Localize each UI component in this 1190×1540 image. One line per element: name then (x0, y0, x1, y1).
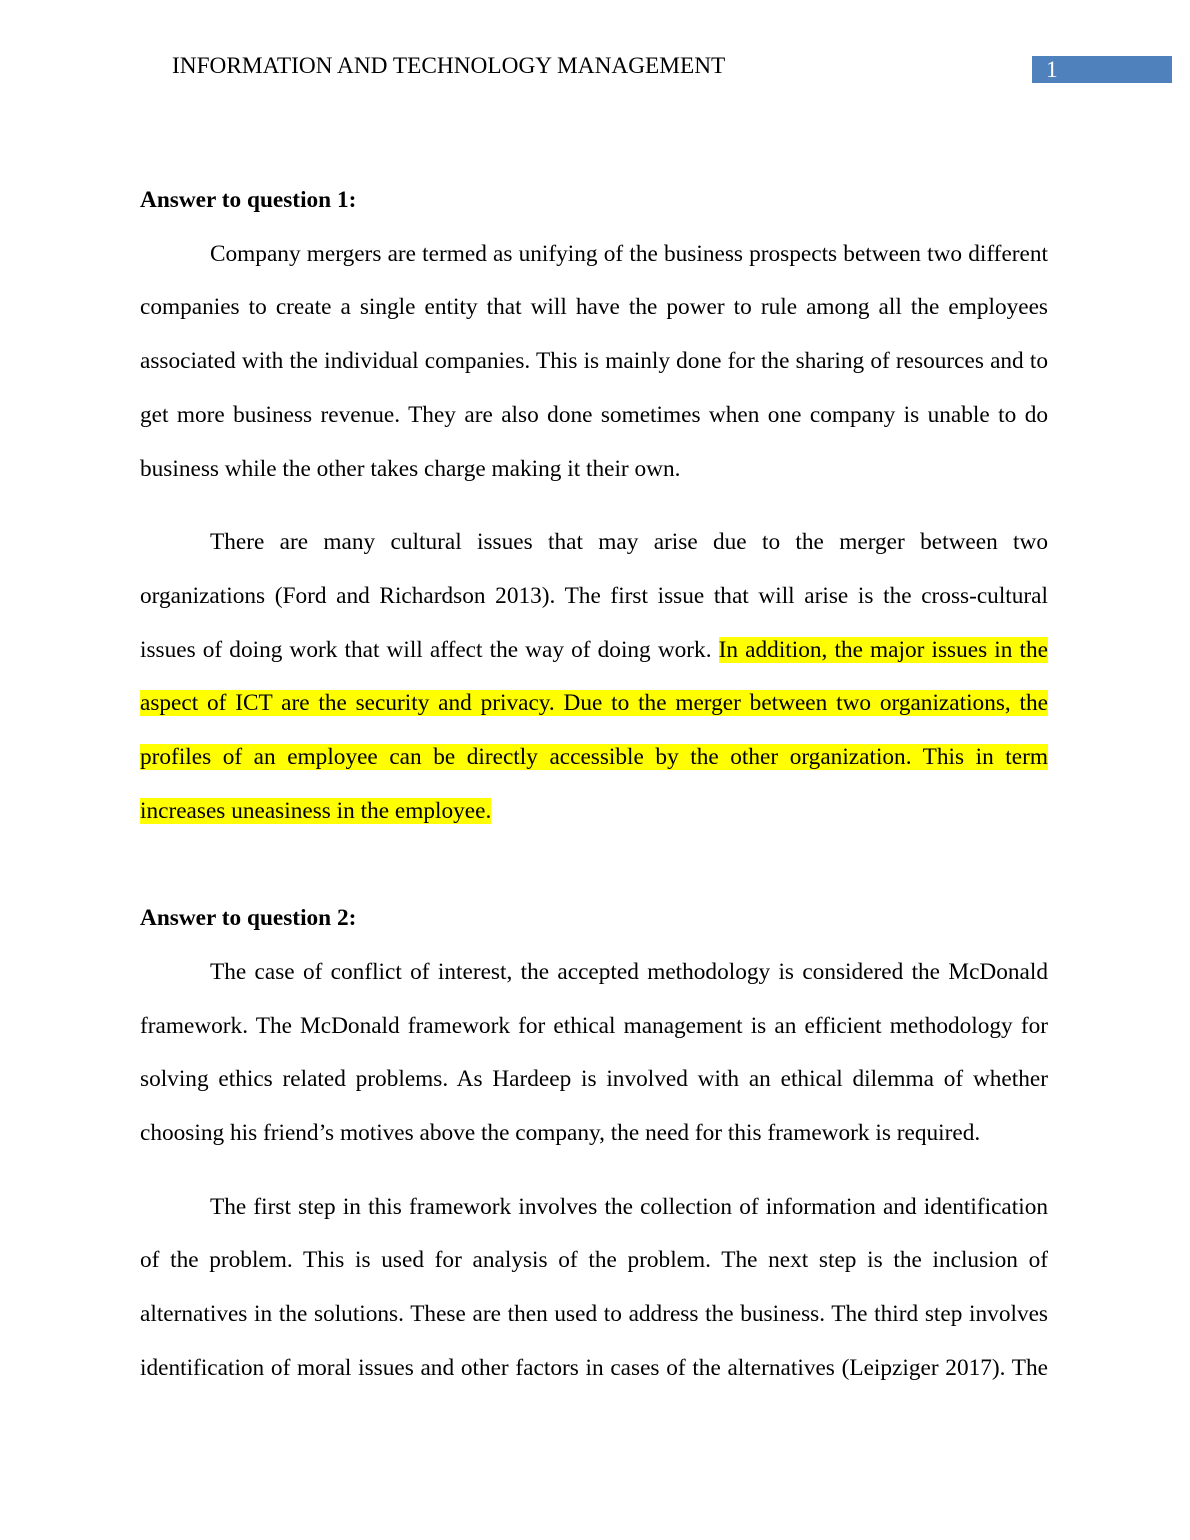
page-number: 1 (1046, 57, 1058, 83)
section-heading-q1: Answer to question 1: (140, 187, 357, 213)
highlighted-text: In addition, the major issues in the aspect of ICT are the security and privacy. Due to the merger between two organizations, the profiles of an employee can be directly accessible by the other organization. This in term increases uneasiness in the employee. (140, 636, 1048, 824)
paragraph: Company mergers are termed as unifying of the business prospects between two different companies to create a single entity that will have the power to rule among all the employees associated with the individual companies. This is mainly done for the sharing of resources and to get more business revenue. They are also done sometimes when one company is unable to do business while the other takes charge making it their own. (140, 240, 1048, 482)
blank-line (140, 838, 1048, 892)
paragraph: The first step in this framework involves the collection of information and identification of the problem. This is used for analysis of the problem. The next step is the inclusion of alternatives in the solutions. These are then used to address the business. The third step involves identification of moral issues and other factors in cases of the alternatives (Leipziger 2017). The (140, 1193, 1048, 1381)
running-header: INFORMATION AND TECHNOLOGY MANAGEMENT (172, 53, 726, 79)
document-body (140, 174, 1048, 1415)
paragraph (140, 516, 1048, 838)
page-number-box (1032, 56, 1172, 83)
paragraph: The case of conflict of interest, the accepted methodology is considered the McDonald framework. The McDonald framework for ethical management is an efficient methodology for solving ethics related problems. As Hardeep is involved with an ethical dilemma of whether choosing his friend’s motives above the company, the need for this framework is required. (140, 958, 1048, 1146)
paragraph-text: There are many cultural issues that may arise due to the merger between two organizations (Ford and Richardson 2013). The first issue that will arise is the cross-cultural issues of doing work that will affect the way of doing work. (140, 529, 1048, 663)
section-heading-q2: Answer to question 2: (140, 905, 357, 932)
